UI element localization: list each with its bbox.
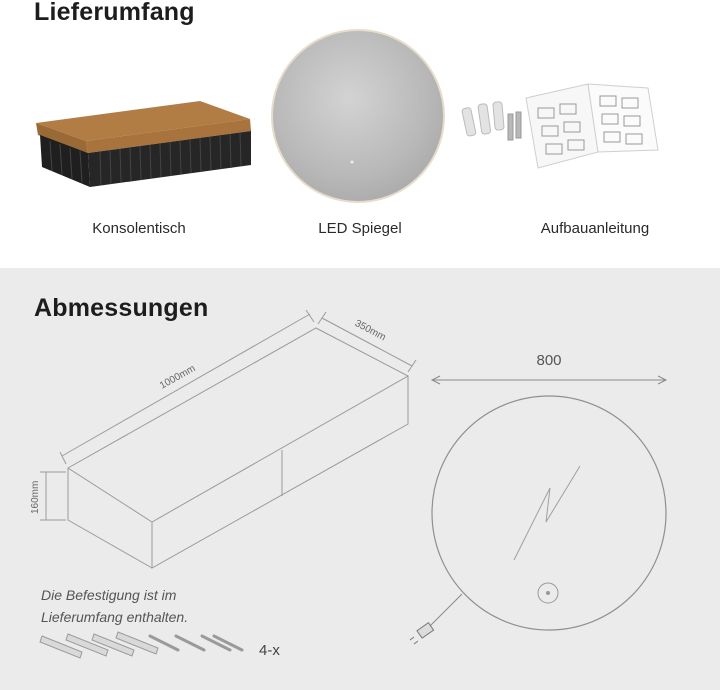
caption-instructions: Aufbauanleitung [540,220,650,237]
hardware-count-label: 4-x [259,642,280,659]
wall-anchor-icon [40,632,158,658]
table-length-label: 1000mm [158,363,198,392]
delivery-section [0,0,720,268]
mirror-diameter-label: 800 [536,352,562,369]
dimensions-heading: Abmessungen [34,294,209,322]
console-table-image [30,95,260,190]
mounting-note [41,584,188,628]
mounting-hardware-image [38,628,258,662]
caption-console-table: Konsolentisch [92,220,186,237]
caption-led-mirror: LED Spiegel [318,220,402,237]
dimensions-section [0,268,720,690]
led-mirror-image [270,28,446,204]
instructions-image [458,80,688,175]
wall-plug-icon [462,102,521,140]
mounting-note-line1: Die Befestigung ist im [41,587,177,603]
screw-icon [150,636,242,650]
delivery-heading: Lieferumfang [34,0,195,26]
table-depth-label: 350mm [352,318,388,344]
mounting-note-line2: Lieferumfang enthalten. [41,609,189,625]
table-height-label: 160mm [30,480,41,514]
power-plug-icon [410,623,434,644]
